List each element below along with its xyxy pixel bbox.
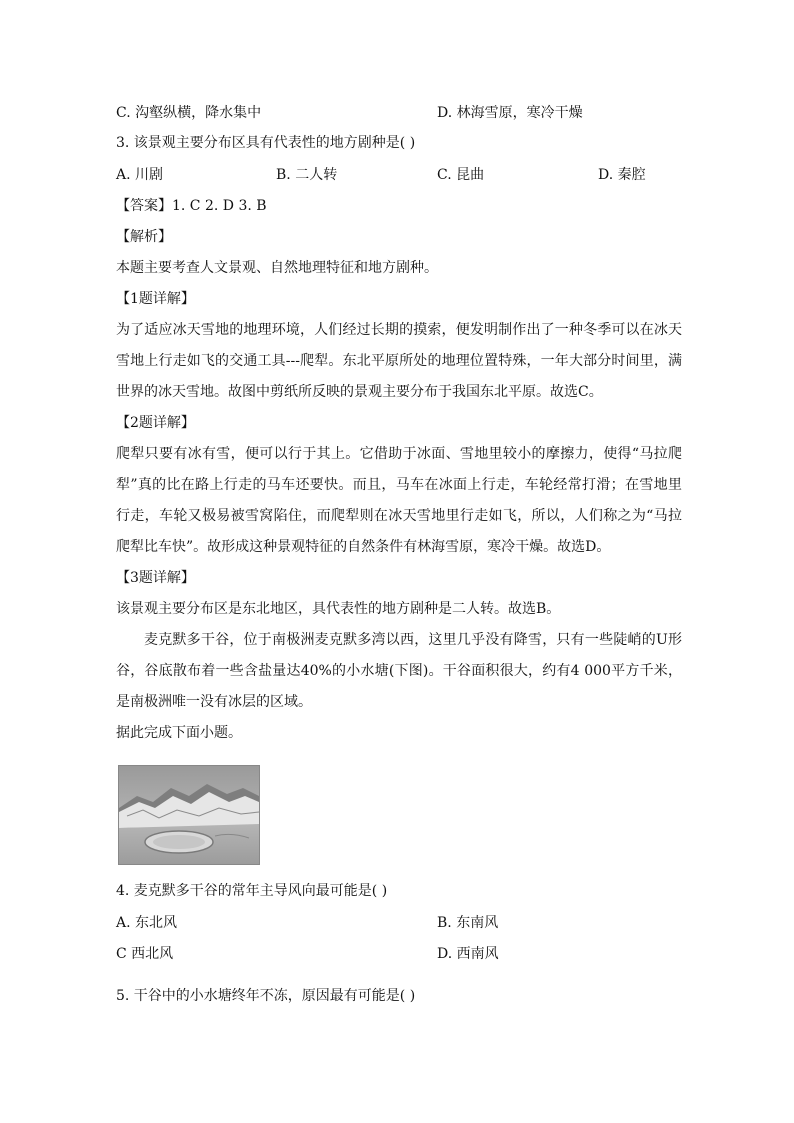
q2-option-c: C. 沟壑纵横，降水集中 bbox=[116, 105, 262, 121]
q3-option-b: B. 二人转 bbox=[276, 167, 338, 183]
detail1-heading: 【1题详解】 bbox=[116, 291, 195, 307]
q4-option-b: B. 东南风 bbox=[437, 915, 499, 931]
instruction-text: 据此完成下面小题。 bbox=[116, 725, 242, 741]
q3-stem: 3. 该景观主要分布区具有代表性的地方剧种是( ) bbox=[116, 135, 416, 151]
detail2-text: 爬犁只要有冰有雪，便可以行于其上。它借助于冰面、雪地里较小的摩擦力，使得“马拉爬犁”真的比在路上行走的马车还要快。而且，马车在冰面上行走，车轮经常打滑；在雪地里行走，车轮又极易被雪窝陷住，而爬犁则在冰天雪地里行走如飞，所以，人们称之为“马拉爬犁比车快”。故形成这种景观特征的自然条件有林海雪原，寒冷干燥。故选D。 bbox=[116, 446, 682, 555]
q4-stem: 4. 麦克默多干谷的常年主导风向最可能是( ) bbox=[116, 883, 388, 899]
q2-option-d: D. 林海雪原，寒冷干燥 bbox=[437, 105, 583, 121]
q3-option-a: A. 川剧 bbox=[116, 167, 164, 183]
dry-valley-photo bbox=[118, 765, 260, 865]
detail3-text: 该景观主要分布区是东北地区，具代表性的地方剧种是二人转。故选B。 bbox=[116, 601, 561, 617]
q4-option-a: A. 东北风 bbox=[116, 915, 178, 931]
passage-text: 麦克默多干谷，位于南极洲麦克默多湾以西，这里几乎没有降雪，只有一些陡峭的U形谷，谷底散布着一些含盐量达40%的小水塘(下图)。干谷面积很大，约有4 000平方千米，是南极洲唯一没有冰层的区域。 bbox=[116, 632, 682, 710]
analysis-intro: 本题主要考查人文景观、自然地理特征和地方剧种。 bbox=[116, 260, 438, 276]
q3-option-c: C. 昆曲 bbox=[437, 167, 485, 183]
analysis-heading: 【解析】 bbox=[116, 229, 172, 245]
answer-line: 【答案】1. C 2. D 3. B bbox=[116, 198, 267, 214]
detail1-text: 为了适应冰天雪地的地理环境，人们经过长期的摸索，便发明制作出了一种冬季可以在冰天雪地上行走如飞的交通工具---爬犁。东北平原所处的地理位置特殊，一年大部分时间里，满世界的冰天雪地。故图中剪纸所反映的景观主要分布于我国东北平原。故选C。 bbox=[116, 322, 682, 400]
q4-option-c: C 西北风 bbox=[116, 946, 174, 962]
q5-stem: 5. 干谷中的小水塘终年不冻，原因最有可能是( ) bbox=[116, 988, 416, 1004]
q3-option-d: D. 秦腔 bbox=[598, 167, 646, 183]
detail2-heading: 【2题详解】 bbox=[116, 415, 195, 431]
dry-valley-photo-drawing bbox=[119, 766, 259, 864]
detail3-heading: 【3题详解】 bbox=[116, 570, 195, 586]
q4-option-d: D. 西南风 bbox=[437, 946, 499, 962]
